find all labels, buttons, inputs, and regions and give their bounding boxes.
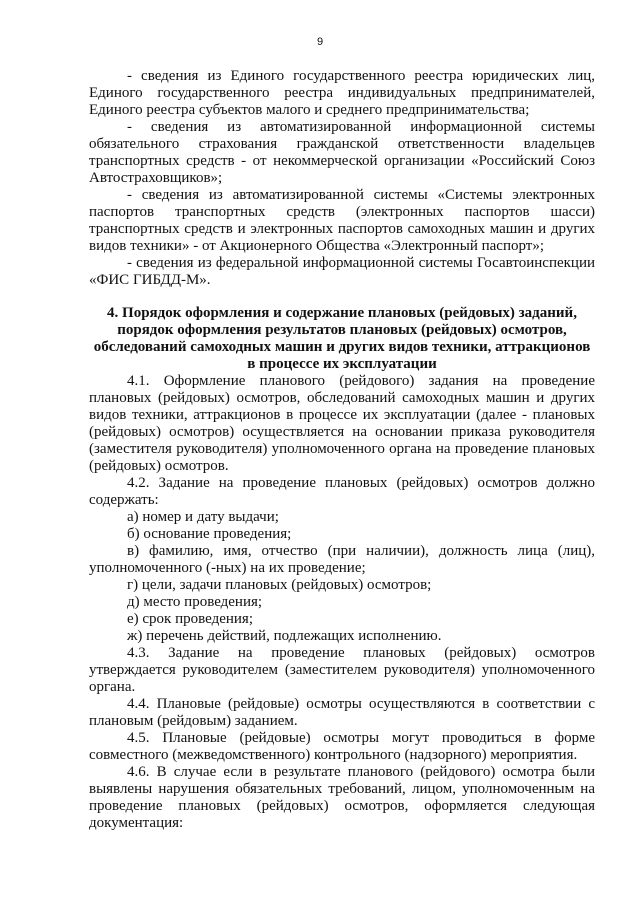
list-item: - сведения из Единого государственного реестра юридических лиц, Единого государственного реестра индивидуальных предпринимателей, Единого реестра субъектов малого и среднего предпринимательства; bbox=[89, 68, 595, 118]
list-item: в) фамилию, имя, отчество (при наличии), должность лица (лиц), уполномоченного (-ных) на их проведение; bbox=[89, 543, 595, 576]
list-item: г) цели, задачи плановых (рейдовых) осмотров; bbox=[127, 577, 432, 593]
paragraph-4-5: 4.5. Плановые (рейдовые) осмотры могут проводиться в форме совместного (межведомственного) контрольного (надзорного) мероприятия. bbox=[89, 730, 595, 763]
paragraph-4-2: 4.2. Задание на проведение плановых (рейдовых) осмотров должно содержать: bbox=[89, 475, 595, 508]
section-heading: 4. Порядок оформления и содержание плановых (рейдовых) заданий, порядок оформления результатов плановых (рейдовых) осмотров, обследований самоходных машин и других видов техники, аттракционов в процессе их эксплуатации bbox=[93, 305, 591, 372]
list-item: - сведения из автоматизированной системы «Системы электронных паспортов транспортных средств (электронных паспортов шасси) транспортных средств и электронных паспортов самоходных машин и других видов техники» - от Акционерного Общества «Электронный паспорт»; bbox=[89, 187, 595, 254]
list-item: - сведения из автоматизированной информационной системы обязательного страхования гражданской ответственности владельцев транспортных средств - от некоммерческой организации «Российский Союз Автостраховщиков»; bbox=[89, 119, 595, 186]
document-body bbox=[89, 68, 595, 832]
paragraph-4-4: 4.4. Плановые (рейдовые) осмотры осуществляются в соответствии с плановым (рейдовым) заданием. bbox=[89, 696, 595, 729]
paragraph-4-6: 4.6. В случае если в результате планового (рейдового) осмотра были выявлены нарушения обязательных требований, лицом, уполномоченным на проведение плановых (рейдовых) осмотров, оформляется следующая документация: bbox=[89, 764, 595, 831]
list-item: а) номер и дату выдачи; bbox=[127, 509, 279, 525]
paragraph-4-1: 4.1. Оформление планового (рейдового) задания на проведение плановых (рейдовых) осмотров, обследований самоходных машин и других видов техники, аттракционов в процессе их эксплуатации (далее - плановых (рейдовых) осмотров) осуществляется на основании приказа руководителя (заместителя руководителя) уполномоченного органа на проведение плановых (рейдовых) осмотров. bbox=[89, 373, 595, 474]
list-item: б) основание проведения; bbox=[127, 526, 292, 542]
list-item: е) срок проведения; bbox=[127, 611, 253, 627]
list-item: д) место проведения; bbox=[127, 594, 263, 610]
page-number: 9 bbox=[316, 36, 324, 48]
list-item: ж) перечень действий, подлежащих исполнению. bbox=[127, 628, 442, 644]
list-item: - сведения из федеральной информационной системы Госавтоинспекции «ФИС ГИБДД-М». bbox=[89, 255, 595, 288]
paragraph-4-3: 4.3. Задание на проведение плановых (рейдовых) осмотров утверждается руководителем (заместителем руководителя) уполномоченного органа. bbox=[89, 645, 595, 695]
